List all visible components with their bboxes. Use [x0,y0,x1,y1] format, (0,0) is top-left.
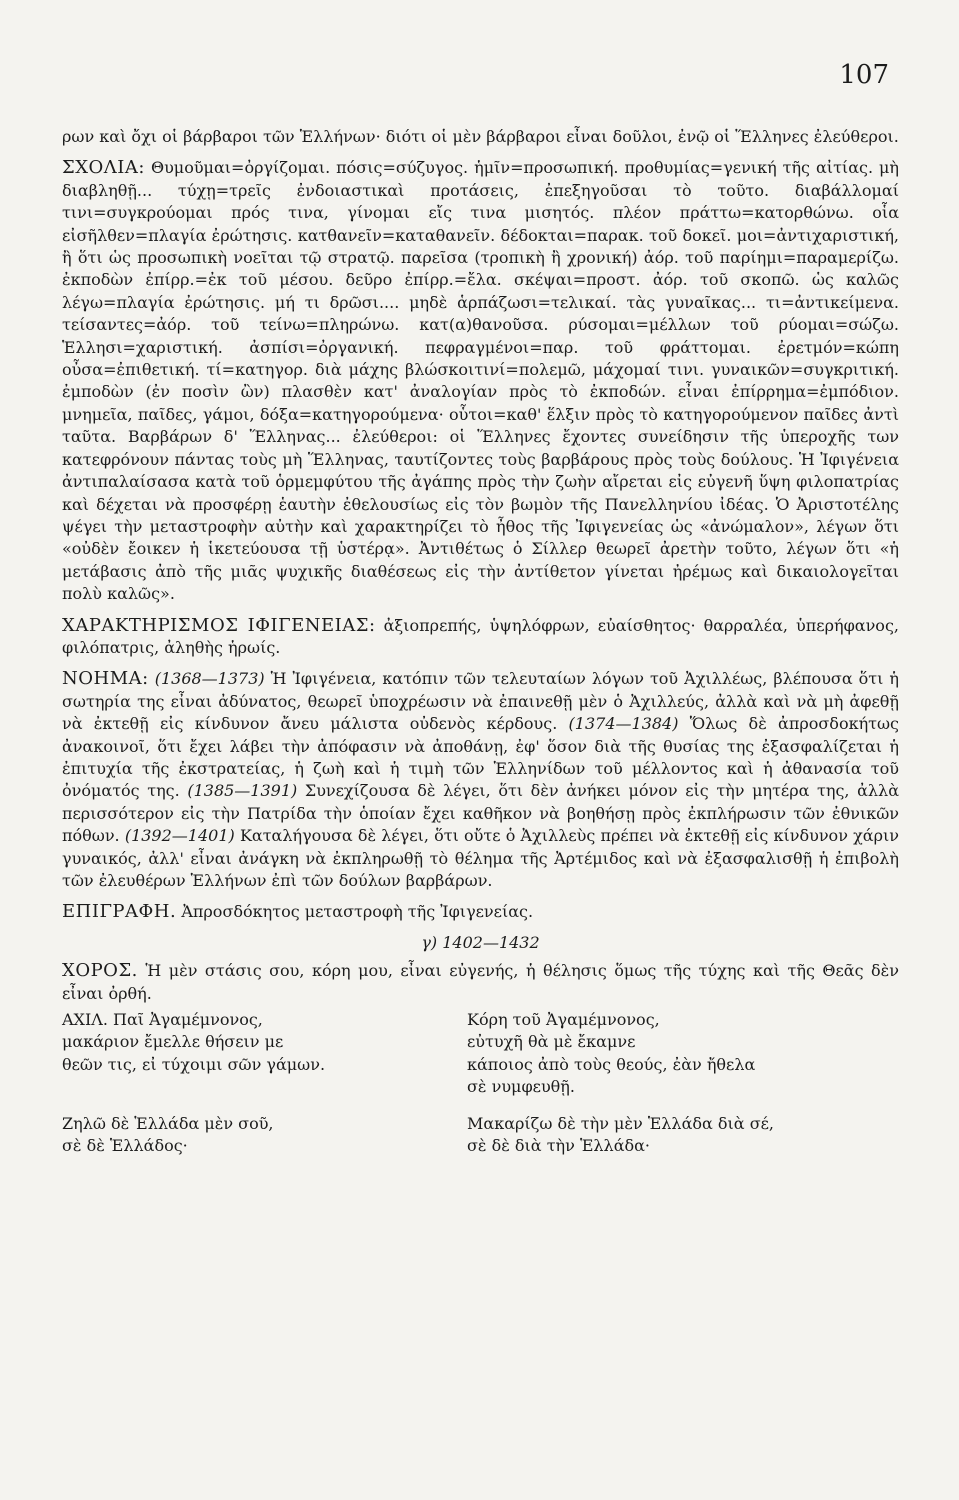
chorus-label: ΧΟΡΟΣ. [62,960,138,982]
dialog-row [62,1113,899,1135]
line-ref: (1368—1373) [154,669,265,689]
scholia-paragraph [62,157,899,605]
meaning-paragraph [62,668,899,892]
dialog-row [62,1076,899,1098]
dialog-row [62,1031,899,1053]
translation-line: εὐτυχῆ θὰ μὲ ἔκαμνε [467,1032,636,1052]
dialog-row [62,1009,899,1031]
epigraph-text: Ἀπροσδόκητος μεταστροφὴ τῆς Ἰφιγενείας. [181,902,534,922]
achilles-dialog [62,1009,899,1157]
original-line: σὲ δὲ Ἑλλάδος· [62,1136,188,1156]
chorus-paragraph [62,960,899,1005]
dialog-row [62,1054,899,1076]
line-ref: (1374—1384) [568,714,679,734]
meaning-text: Ὅλως δὲ ἀπροσδοκήτως ἀνακοινοῖ, ὅτι ἔχει λάβει τὴν ἀπόφασιν νὰ ἀποθάνῃ, ἐφ' ὅσον διὰ τῆς θυσίας της ἐξασφαλίζεται ἡ ἐπιτυχία τῆς ἐκστρατείας, ἡ ζωὴ καὶ ἡ τιμὴ τῶν Ἑλληνίδων τοῦ μέλλοντος καὶ ἡ ἀθανασία τοῦ ὀνόματός της. [62,714,900,801]
meaning-label: ΝΟΗΜΑ: [62,668,149,690]
character-label: ΧΑΡΑΚΤΗΡΙΣΜΟΣ ΙΦΙΓΕΝΕΙΑΣ: [62,614,376,636]
translation-line: κάποιος ἀπὸ τοὺς θεούς, ἐὰν ἤθελα [467,1054,756,1074]
meaning-text: Συνεχίζουσα δὲ λέγει, ὅτι δὲν ἀνήκει μόνον εἰς τὴν μητέρα της, ἀλλὰ περισσότερον εἰς τὴν Πατρίδα τὴν ὁποίαν ἔχει καθῆκον νὰ βοηθήσῃ πρὸς ἐκπλήρωσιν τῶν ἐθνικῶν πόθων. [62,781,900,846]
dialog-row [62,1135,899,1157]
original-line: Ζηλῶ δὲ Ἑλλάδα μὲν σοῦ, [62,1113,274,1133]
meaning-text: Ἡ Ἰφιγένεια, κατόπιν τῶν τελευταίων λόγων τοῦ Ἀχιλλέως, βλέπουσα ὅτι ἡ σωτηρία της εἶναι ἀδύνατος, θεωρεῖ ὑποχρέωσιν νὰ ἐπαινεθῇ μὲν ὁ Ἀχιλλεύς, ἀλλὰ καὶ νὰ μὴ ἀφεθῇ νὰ ἐκτεθῇ εἰς κίνδυνον ἄνευ μάλιστα οὐδενὸς κέρδους. [62,669,900,734]
page-body [62,126,899,1157]
section-heading: γ) 1402—1432 [421,932,540,952]
meaning-text: Καταλήγουσα δὲ λέγει, ὅτι οὔτε ὁ Ἀχιλλεὺς πρέπει νὰ ἐκτεθῇ εἰς κίνδυνον χάριν γυναικός, ἀλλ' εἶναι ἀνάγκη νὰ ἐκπληρωθῇ τὸ θέλημα τῆς Ἀρτέμιδος καὶ νὰ ἐξασφαλισθῇ ἡ ἐπιβολὴ τῶν ἐλευθέρων Ἑλλήνων ἐπὶ τῶν δούλων βαρβάρων. [62,826,900,890]
translation-line: Κόρη τοῦ Ἀγαμέμνονος, [467,1010,660,1030]
original-line: μακάριον ἔμελλε θήσειν με [62,1032,284,1052]
original-line: ΑΧΙΛ. Παῖ Ἀγαμέμνονος, [62,1010,263,1030]
epigraph-paragraph [62,901,899,923]
translation-line: σὲ δὲ διὰ τὴν Ἑλλάδα· [467,1136,651,1156]
line-ref: (1392—1401) [124,826,235,846]
translation-line: Μακαρίζω δὲ τὴν μὲν Ἑλλάδα διὰ σέ, [467,1113,774,1133]
scholia-text: Θυμοῦμαι=ὀργίζομαι. πόσις=σύζυγος. ἡμῖν=προσωπική. προθυμίας=γενική τῆς αἰτίας. μὴ διαβληθῇ... τύχῃ=τρεῖς ἐνδοιαστικαὶ προτάσεις, ἐπεξηγοῦσαι τὸ τοῦτο. διαβάλλομαί τινι=συγκρούομαι πρός τινα, γίνομαι εἴς τινα μισητός. πλέον πράττω=κατορθώνω. οἷα εἰσῆλθεν=πλαγία ἐρώτησις. κατθανεῖν=καταθανεῖν. δέδοκται=παρακ. τοῦ δοκεῖ. μοι=ἀντιχαριστική, ἢ ὅτι ὡς προσωπικὴ νοεῖται τῷ στρατῷ. παρεῖσα (τροπικὴ ἢ χρονική) ἀόρ. τοῦ παρίημι=παραμερίζω. ἐκποδὼν ἐπίρρ.=ἐκ τοῦ μέσου. δεῦρο ἐπίρρ.=ἔλα. σκέψαι=προστ. ἀόρ. τοῦ σκοπῶ. ὡς καλῶς λέγω=πλαγία ἐρώτησις. μή τι δρῶσι.... μηδὲ ἁρπάζωσι=τελικαί. τὰς γυναῖκας... τι=ἀντικείμενα. τείσαντες=ἀόρ. τοῦ τείνω=πληρώνω. κατ(α)θανοῦσα. ρύσομαι=μέλλων τοῦ ρύομαι=σώζω. Ἑλλησι=χαριστική. ἀσπίσι=ὀργανική. πεφραγμένοι=παρ. τοῦ φράττομαι. ἐρετμόν=κώπη οὖσα=ἐπιθετική. τί=κατηγορ. διὰ μάχης βλώσκοιτινί=πολεμῶ, μάχομαί τινι. γυναικῶν=συγκριτική. ἐμποδὼν (ἐν ποσὶν ὢν) πλασθὲν κατ' ἀναλογίαν πρὸς τὸ ἐκποδών. εἶναι ἐπίρρημα=ἐμπόδιον. μνημεῖα, παῖδες, γάμοι, δόξα=κατηγορούμενα· οὗτοι=καθ' ἕλξιν πρὸς τὸ κατηγορούμενον παῖδες ἀντὶ ταῦτα. Βαρβάρων δ' Ἕλληνας... ἐλεύθεροι: οἱ Ἕλληνες ἔχοντες συνείδησιν τῆς ὑπεροχῆς των κατεφρόνουν πάντας τοὺς μὴ Ἕλληνας, ταυτίζοντες τοὺς βαρβάρους πρὸς τοὺς δούλους. Ἡ Ἰφιγένεια ἀντιπαλαίσασα κατὰ τοῦ ὁρμεμφύτου τῆς ἀγάπης πρὸς τὴν ζωὴν αἴρεται εἰς εὐγενῆ ὕψη φιλοπατρίας καὶ δέχεται νὰ προσφέρῃ ἑαυτὴν ἐθελουσίως εἰς τὸν βωμὸν τῆς Πανελληνίου ἰδέας. Ὁ Ἀριστοτέλης ψέγει τὴν μεταστροφὴν αὐτὴν καὶ χαρακτηρίζει τὸ ἦθος τῆς Ἰφιγενείας ὡς «ἀνώμαλον», λέγων ὅτι «οὐδὲν ἔοικεν ἡ ἱκετεύουσα τῇ ὑστέρᾳ». Ἀντιθέτως ὁ Σίλλερ θεωρεῖ ἀρετὴν τοῦτο, λέγων ὅτι «ἡ μετάβασις ἀπὸ τῆς μιᾶς ψυχικῆς διαθέσεως εἰς τὴν ἀντίθετον γίνεται ἠρέμως καὶ δικαιολογεῖται πολὺ καλῶς». [62,158,899,604]
original-line [62,1076,467,1098]
translation-line: σὲ νυμφευθῇ. [467,1077,575,1097]
epigraph-label: ΕΠΙΓΡΑΦΗ. [62,901,177,923]
paragraph-intro: ρων καὶ ὄχι οἱ βάρβαροι τῶν Ἑλλήνων· διότι οἱ μὲν βάρβαροι εἶναι δοῦλοι, ἐνῷ οἱ Ἕλληνες ἐλεύθεροι. [62,127,899,146]
line-ref: (1385—1391) [187,781,298,801]
chorus-text: Ἡ μὲν στάσις σου, κόρη μου, εἶναι εὐγενής, ἡ θέλησις ὅμως τῆς τύχης καὶ τῆς Θεᾶς δὲν εἶναι ὀρθή. [62,961,899,1003]
character-text: ἀξιοπρεπής, ὑψηλόφρων, εὐαίσθητος· θαρραλέα, ὑπερήφανος, φιλόπατρις, ἀληθὴς ἡρωίς. [62,615,899,657]
scholia-label: ΣΧΟΛΙΑ: [62,157,145,179]
page-number: 107 [839,60,889,90]
original-line: θεῶν τις, εἰ τύχοιμι σῶν γάμων. [62,1054,326,1074]
character-paragraph [62,615,899,660]
